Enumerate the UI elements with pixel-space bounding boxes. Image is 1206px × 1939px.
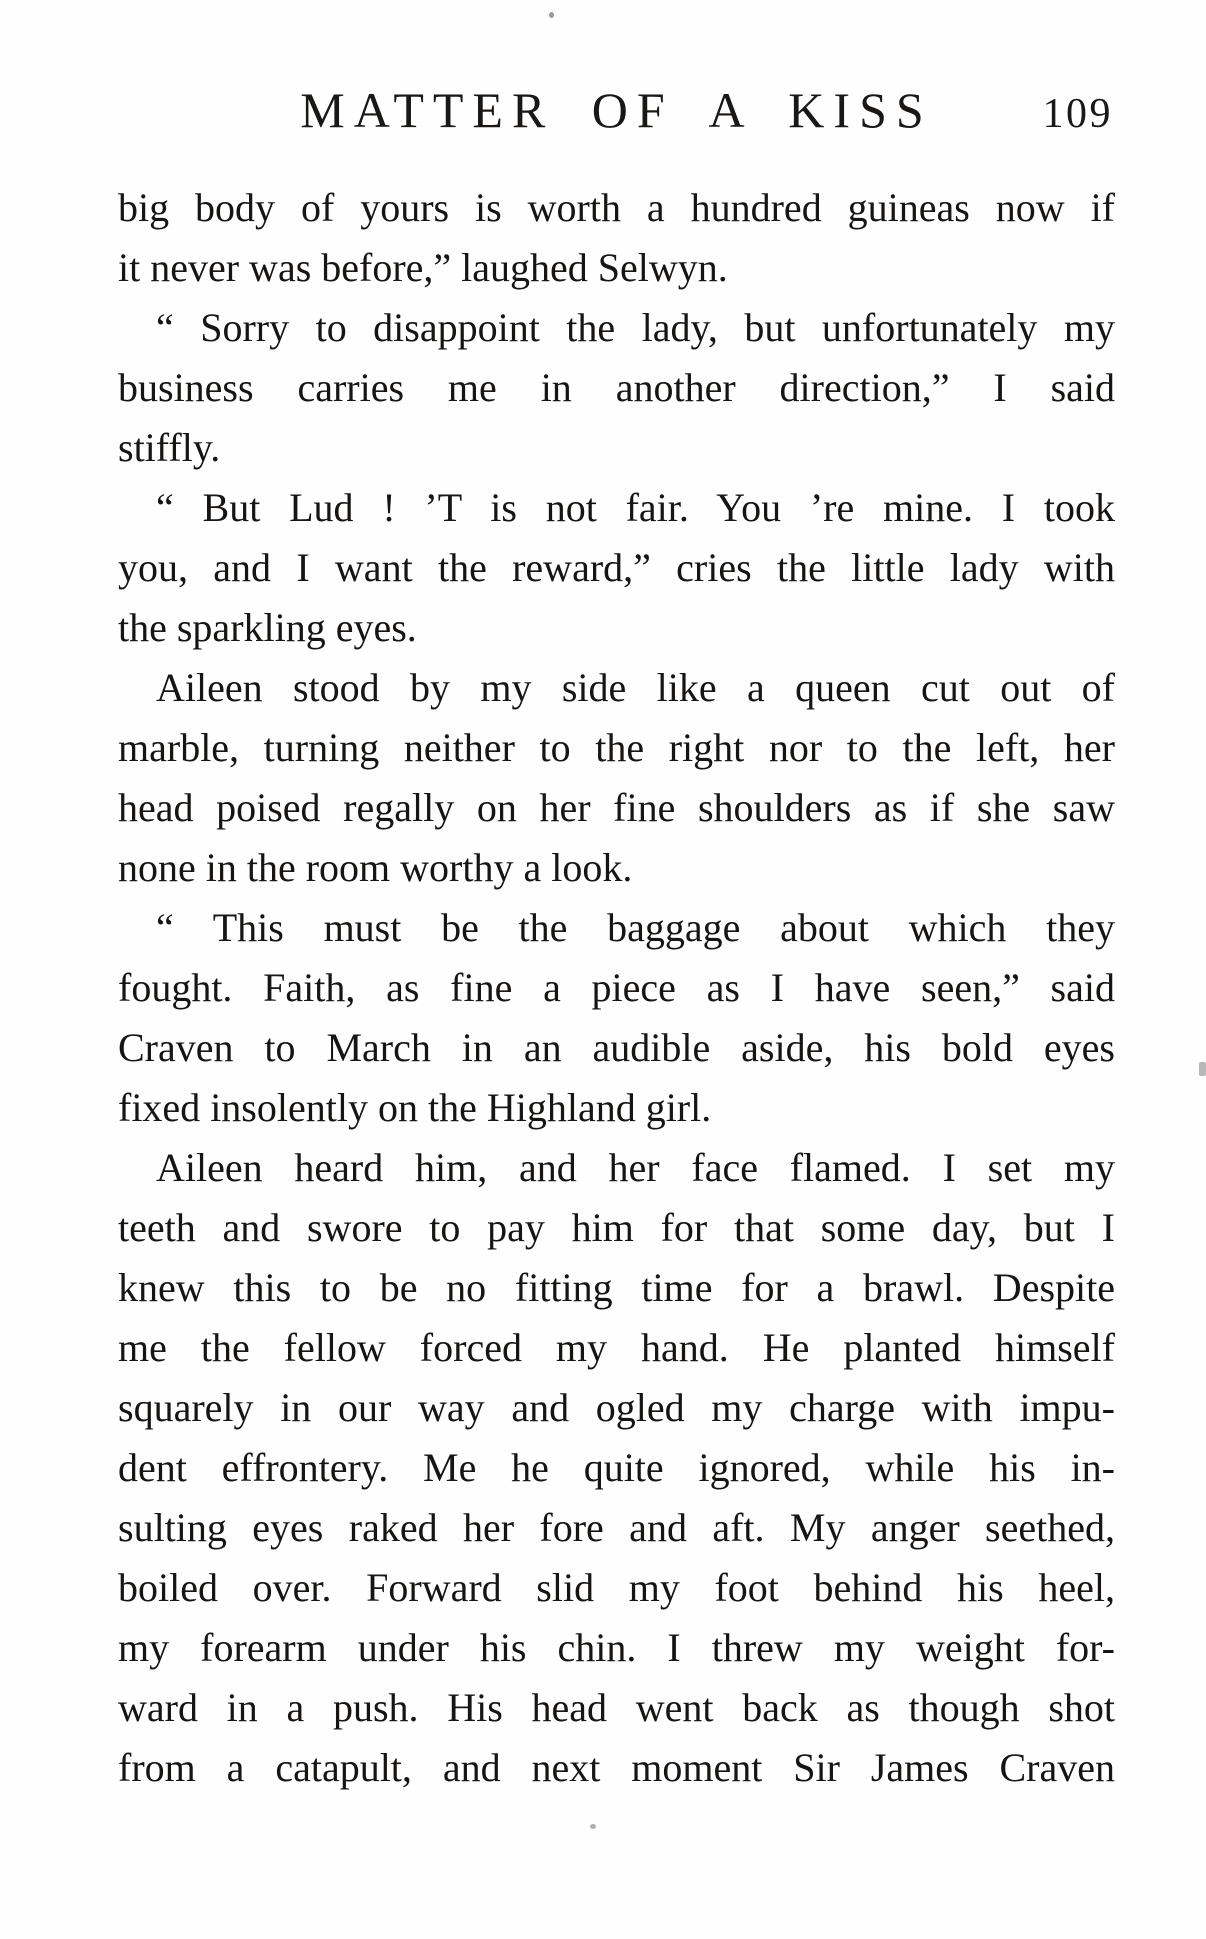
scan-speck — [590, 1824, 596, 1829]
text-line: fought. Faith, as fine a piece as I have seen,” said — [118, 965, 1115, 1010]
text-line: business carries me in another direction,” I said — [118, 365, 1115, 410]
text-line: “ But Lud ! ’T is not fair. You ’re mine. I took — [156, 485, 1115, 530]
text-line: me the fellow forced my hand. He planted himself — [118, 1325, 1115, 1370]
text-line: dent effrontery. Me he quite ignored, while his in- — [118, 1445, 1115, 1490]
text-line: teeth and swore to pay him for that some day, but I — [118, 1205, 1115, 1250]
body-text — [118, 178, 1115, 1798]
text-line: “ This must be the baggage about which they — [156, 905, 1115, 950]
text-line: none in the room worthy a look. — [118, 845, 633, 890]
text-line: “ Sorry to disappoint the lady, but unfortunately my — [156, 305, 1115, 350]
text-line: the sparkling eyes. — [118, 605, 417, 650]
text-line: Craven to March in an audible aside, his bold eyes — [118, 1025, 1115, 1070]
text-line: you, and I want the reward,” cries the little lady with — [118, 545, 1115, 590]
text-line: marble, turning neither to the right nor to the left, her — [118, 725, 1115, 770]
text-line: it never was before,” laughed Selwyn. — [118, 245, 728, 290]
page-number: 109 — [1042, 91, 1113, 137]
running-head — [118, 82, 1115, 138]
text-line: squarely in our way and ogled my charge with impu- — [118, 1385, 1115, 1430]
text-line: stiffly. — [118, 425, 221, 470]
text-line: fixed insolently on the Highland girl. — [118, 1085, 712, 1130]
text-line: big body of yours is worth a hundred guineas now if — [118, 185, 1115, 230]
text-line: Aileen heard him, and her face flamed. I set my — [156, 1145, 1115, 1190]
text-line: boiled over. Forward slid my foot behind his heel, — [118, 1565, 1115, 1610]
chapter-title: MATTER OF A KISS — [300, 82, 933, 138]
scan-speck — [549, 12, 554, 18]
scan-speck — [1199, 1062, 1206, 1076]
text-line: my forearm under his chin. I threw my weight for- — [118, 1625, 1115, 1670]
text-line: ward in a push. His head went back as though shot — [118, 1685, 1115, 1730]
text-line: sulting eyes raked her fore and aft. My anger seethed, — [118, 1505, 1115, 1550]
text-line: knew this to be no fitting time for a brawl. Despite — [118, 1265, 1115, 1310]
text-line: head poised regally on her fine shoulders as if she saw — [118, 785, 1115, 830]
text-line: Aileen stood by my side like a queen cut out of — [156, 665, 1115, 710]
text-line: from a catapult, and next moment Sir James Craven — [118, 1745, 1115, 1790]
